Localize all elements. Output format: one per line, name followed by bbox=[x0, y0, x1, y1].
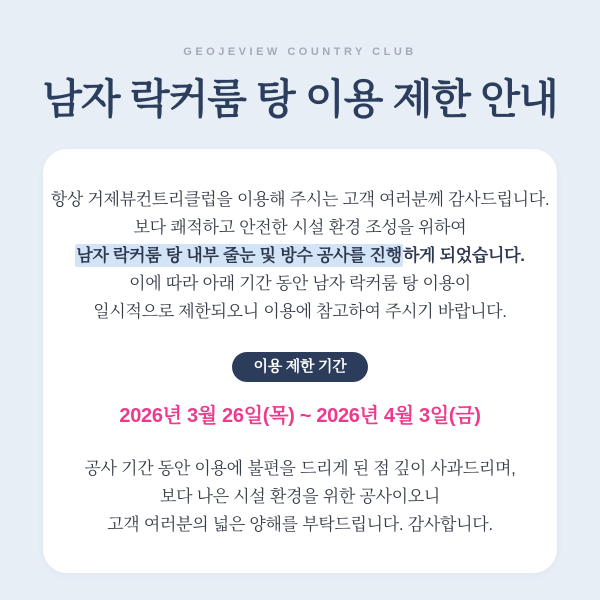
highlighted-text: 남자 락커룸 탕 내부 줄눈 및 방수 공사를 진행 bbox=[76, 246, 402, 265]
closing-line-2: 보다 나은 시설 환경을 위한 공사이오니 bbox=[159, 487, 441, 506]
restriction-period-badge: 이용 제한 기간 bbox=[232, 352, 369, 382]
restriction-period-dates: 2026년 3월 26일(목) ~ 2026년 4월 3일(금) bbox=[119, 405, 481, 427]
closing-line-1: 공사 기간 동안 이용에 불편을 드리게 된 점 깊이 사과드리며, bbox=[84, 459, 516, 478]
intro-line-3-rest: 하게 되었습니다. bbox=[402, 246, 525, 265]
club-name: GEOJEVIEW COUNTRY CLUB bbox=[183, 46, 417, 58]
intro-line-1: 항상 거제뷰컨트리클럽을 이용해 주시는 고객 여러분께 감사드립니다. bbox=[50, 190, 550, 209]
intro-line-2: 보다 쾌적하고 안전한 시설 환경 조성을 위하여 bbox=[133, 218, 467, 237]
closing-paragraph bbox=[84, 455, 515, 539]
intro-line-5: 일시적으로 제한되오니 이용에 참고하여 주시기 바랍니다. bbox=[93, 302, 507, 321]
intro-paragraph bbox=[51, 186, 550, 326]
intro-line-4: 이에 따라 아래 기간 동안 남자 락커룸 탕 이용이 bbox=[129, 274, 471, 293]
closing-line-3: 고객 여러분의 넓은 양해를 부탁드립니다. 감사합니다. bbox=[107, 515, 493, 534]
intro-line-3 bbox=[51, 242, 550, 270]
notice-card bbox=[43, 149, 557, 573]
page-title: 남자 락커룸 탕 이용 제한 안내 bbox=[42, 76, 558, 122]
